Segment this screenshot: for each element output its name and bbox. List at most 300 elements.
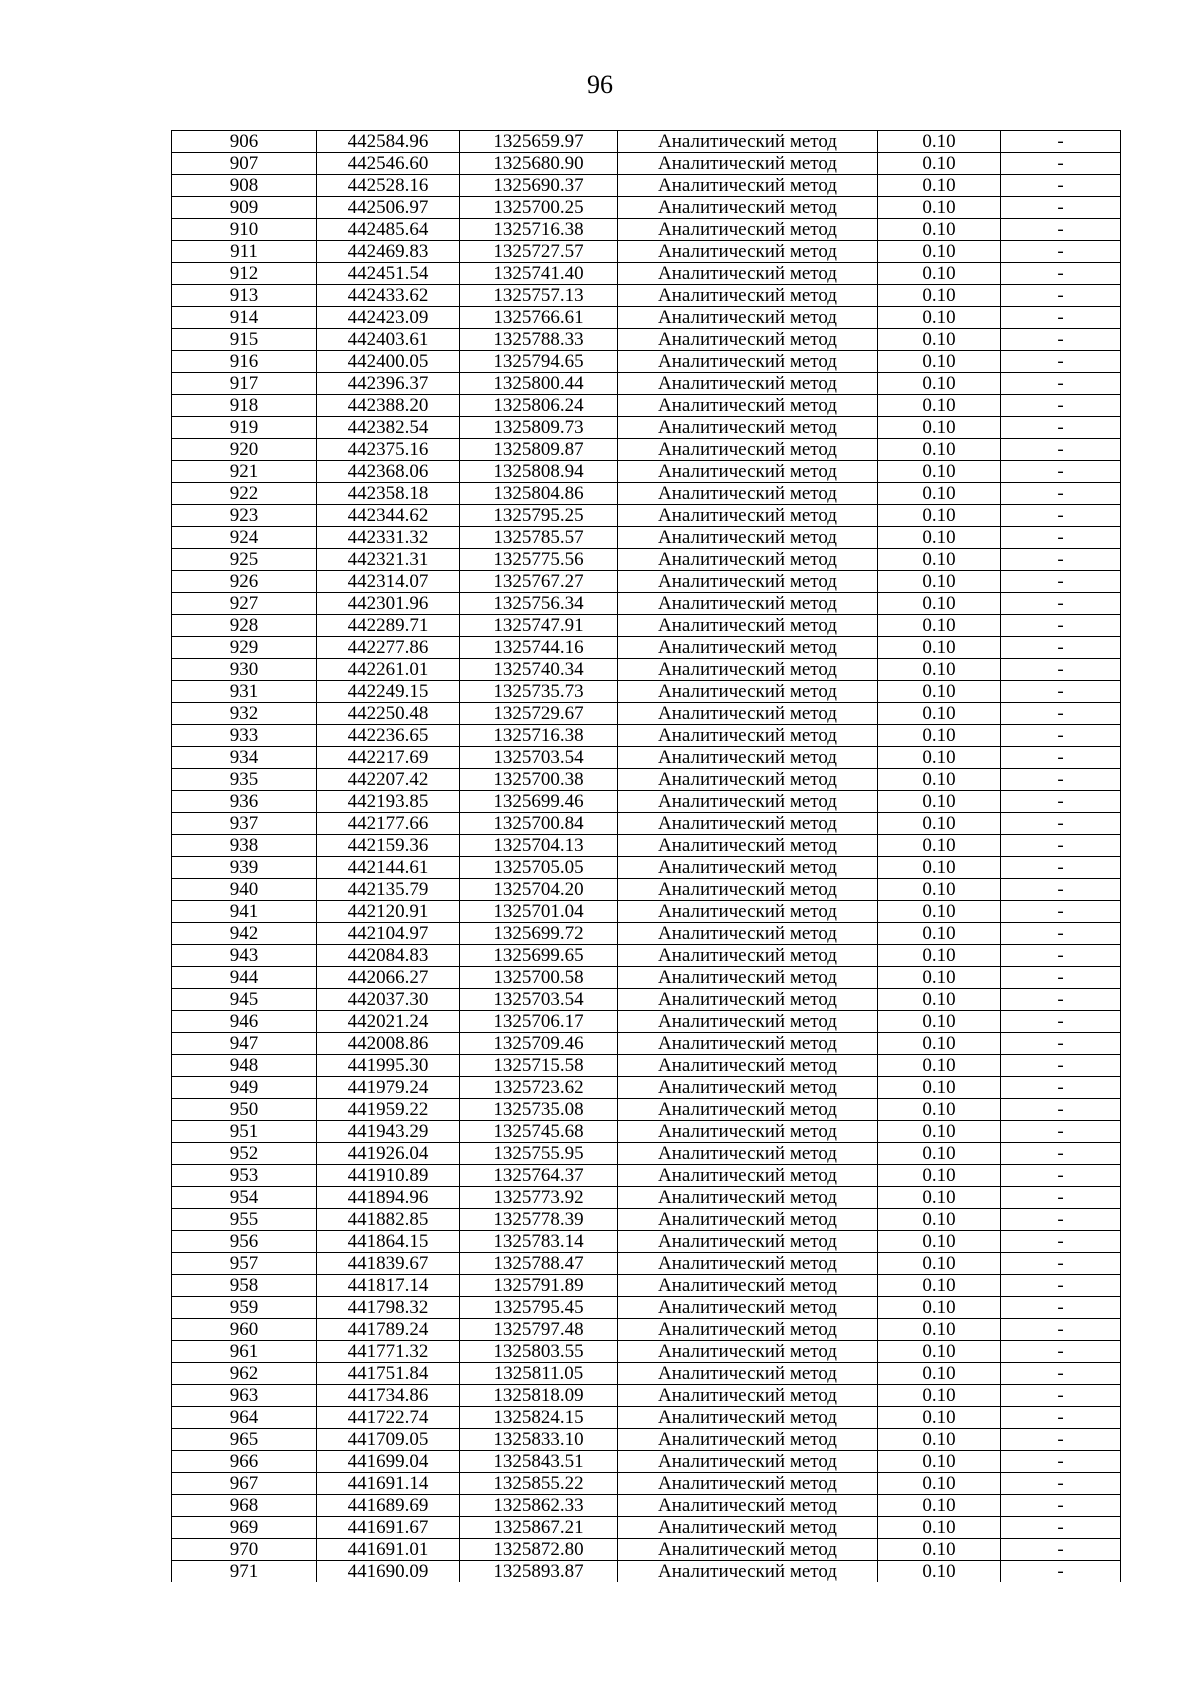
note-cell: - xyxy=(1001,307,1121,329)
accuracy-cell: 0.10 xyxy=(878,1209,1001,1231)
point-number-cell: 960 xyxy=(172,1319,317,1341)
method-cell: Аналитический метод xyxy=(618,1363,878,1385)
note-cell: - xyxy=(1001,1385,1121,1407)
accuracy-cell: 0.10 xyxy=(878,1341,1001,1363)
x-coordinate-cell: 441734.86 xyxy=(317,1385,460,1407)
x-coordinate-cell: 441910.89 xyxy=(317,1165,460,1187)
accuracy-cell: 0.10 xyxy=(878,461,1001,483)
point-number-cell: 949 xyxy=(172,1077,317,1099)
method-cell: Аналитический метод xyxy=(618,483,878,505)
note-cell: - xyxy=(1001,395,1121,417)
method-cell: Аналитический метод xyxy=(618,681,878,703)
table-row xyxy=(172,1011,1121,1033)
note-cell: - xyxy=(1001,219,1121,241)
note-cell: - xyxy=(1001,1187,1121,1209)
x-coordinate-cell: 442423.09 xyxy=(317,307,460,329)
x-coordinate-cell: 441689.69 xyxy=(317,1495,460,1517)
accuracy-cell: 0.10 xyxy=(878,791,1001,813)
method-cell: Аналитический метод xyxy=(618,1473,878,1495)
note-cell: - xyxy=(1001,615,1121,637)
point-number-cell: 950 xyxy=(172,1099,317,1121)
point-number-cell: 923 xyxy=(172,505,317,527)
table-row xyxy=(172,373,1121,395)
x-coordinate-cell: 442368.06 xyxy=(317,461,460,483)
x-coordinate-cell: 441751.84 xyxy=(317,1363,460,1385)
accuracy-cell: 0.10 xyxy=(878,1319,1001,1341)
y-coordinate-cell: 1325783.14 xyxy=(460,1231,618,1253)
point-number-cell: 909 xyxy=(172,197,317,219)
x-coordinate-cell: 442250.48 xyxy=(317,703,460,725)
x-coordinate-cell: 442358.18 xyxy=(317,483,460,505)
x-coordinate-cell: 442321.31 xyxy=(317,549,460,571)
y-coordinate-cell: 1325700.58 xyxy=(460,967,618,989)
note-cell: - xyxy=(1001,901,1121,923)
accuracy-cell: 0.10 xyxy=(878,1231,1001,1253)
accuracy-cell: 0.10 xyxy=(878,1253,1001,1275)
y-coordinate-cell: 1325775.56 xyxy=(460,549,618,571)
x-coordinate-cell: 442159.36 xyxy=(317,835,460,857)
method-cell: Аналитический метод xyxy=(618,769,878,791)
accuracy-cell: 0.10 xyxy=(878,769,1001,791)
y-coordinate-cell: 1325701.04 xyxy=(460,901,618,923)
x-coordinate-cell: 442584.96 xyxy=(317,131,460,153)
point-number-cell: 940 xyxy=(172,879,317,901)
note-cell: - xyxy=(1001,439,1121,461)
method-cell: Аналитический метод xyxy=(618,725,878,747)
note-cell: - xyxy=(1001,483,1121,505)
point-number-cell: 936 xyxy=(172,791,317,813)
x-coordinate-cell: 442249.15 xyxy=(317,681,460,703)
note-cell: - xyxy=(1001,703,1121,725)
method-cell: Аналитический метод xyxy=(618,285,878,307)
method-cell: Аналитический метод xyxy=(618,461,878,483)
table-row xyxy=(172,1407,1121,1429)
table-row xyxy=(172,659,1121,681)
point-number-cell: 946 xyxy=(172,1011,317,1033)
method-cell: Аналитический метод xyxy=(618,307,878,329)
page-number: 96 xyxy=(587,70,613,99)
point-number-cell: 941 xyxy=(172,901,317,923)
table-row xyxy=(172,329,1121,351)
x-coordinate-cell: 441894.96 xyxy=(317,1187,460,1209)
accuracy-cell: 0.10 xyxy=(878,285,1001,307)
accuracy-cell: 0.10 xyxy=(878,1561,1001,1583)
method-cell: Аналитический метод xyxy=(618,1517,878,1539)
method-cell: Аналитический метод xyxy=(618,241,878,263)
table-row xyxy=(172,1253,1121,1275)
point-number-cell: 917 xyxy=(172,373,317,395)
point-number-cell: 919 xyxy=(172,417,317,439)
accuracy-cell: 0.10 xyxy=(878,417,1001,439)
accuracy-cell: 0.10 xyxy=(878,1033,1001,1055)
point-number-cell: 959 xyxy=(172,1297,317,1319)
accuracy-cell: 0.10 xyxy=(878,1539,1001,1561)
accuracy-cell: 0.10 xyxy=(878,879,1001,901)
table-row xyxy=(172,857,1121,879)
x-coordinate-cell: 442433.62 xyxy=(317,285,460,307)
point-number-cell: 963 xyxy=(172,1385,317,1407)
point-number-cell: 967 xyxy=(172,1473,317,1495)
table-row xyxy=(172,769,1121,791)
y-coordinate-cell: 1325727.57 xyxy=(460,241,618,263)
note-cell: - xyxy=(1001,967,1121,989)
table-row xyxy=(172,1165,1121,1187)
method-cell: Аналитический метод xyxy=(618,857,878,879)
method-cell: Аналитический метод xyxy=(618,1561,878,1583)
note-cell: - xyxy=(1001,1165,1121,1187)
accuracy-cell: 0.10 xyxy=(878,527,1001,549)
y-coordinate-cell: 1325744.16 xyxy=(460,637,618,659)
point-number-cell: 968 xyxy=(172,1495,317,1517)
method-cell: Аналитический метод xyxy=(618,417,878,439)
table-row xyxy=(172,439,1121,461)
x-coordinate-cell: 441995.30 xyxy=(317,1055,460,1077)
y-coordinate-cell: 1325700.84 xyxy=(460,813,618,835)
method-cell: Аналитический метод xyxy=(618,835,878,857)
method-cell: Аналитический метод xyxy=(618,1187,878,1209)
method-cell: Аналитический метод xyxy=(618,549,878,571)
y-coordinate-cell: 1325773.92 xyxy=(460,1187,618,1209)
x-coordinate-cell: 442289.71 xyxy=(317,615,460,637)
note-cell: - xyxy=(1001,1121,1121,1143)
accuracy-cell: 0.10 xyxy=(878,241,1001,263)
note-cell: - xyxy=(1001,1539,1121,1561)
note-cell: - xyxy=(1001,945,1121,967)
table-row xyxy=(172,1033,1121,1055)
x-coordinate-cell: 442388.20 xyxy=(317,395,460,417)
y-coordinate-cell: 1325699.72 xyxy=(460,923,618,945)
point-number-cell: 955 xyxy=(172,1209,317,1231)
x-coordinate-cell: 442277.86 xyxy=(317,637,460,659)
note-cell: - xyxy=(1001,1363,1121,1385)
method-cell: Аналитический метод xyxy=(618,637,878,659)
point-number-cell: 921 xyxy=(172,461,317,483)
y-coordinate-cell: 1325806.24 xyxy=(460,395,618,417)
note-cell: - xyxy=(1001,1407,1121,1429)
x-coordinate-cell: 441979.24 xyxy=(317,1077,460,1099)
table-row xyxy=(172,945,1121,967)
note-cell: - xyxy=(1001,1473,1121,1495)
x-coordinate-cell: 442177.66 xyxy=(317,813,460,835)
point-number-cell: 962 xyxy=(172,1363,317,1385)
table-row xyxy=(172,527,1121,549)
accuracy-cell: 0.10 xyxy=(878,593,1001,615)
y-coordinate-cell: 1325716.38 xyxy=(460,725,618,747)
y-coordinate-cell: 1325699.46 xyxy=(460,791,618,813)
point-number-cell: 952 xyxy=(172,1143,317,1165)
accuracy-cell: 0.10 xyxy=(878,1429,1001,1451)
accuracy-cell: 0.10 xyxy=(878,483,1001,505)
table-row xyxy=(172,989,1121,1011)
x-coordinate-cell: 441926.04 xyxy=(317,1143,460,1165)
table-row xyxy=(172,1231,1121,1253)
x-coordinate-cell: 441691.01 xyxy=(317,1539,460,1561)
accuracy-cell: 0.10 xyxy=(878,1011,1001,1033)
note-cell: - xyxy=(1001,791,1121,813)
table-row xyxy=(172,615,1121,637)
method-cell: Аналитический метод xyxy=(618,593,878,615)
table-row xyxy=(172,1341,1121,1363)
table-row xyxy=(172,395,1121,417)
accuracy-cell: 0.10 xyxy=(878,1297,1001,1319)
y-coordinate-cell: 1325706.17 xyxy=(460,1011,618,1033)
point-number-cell: 930 xyxy=(172,659,317,681)
table-row xyxy=(172,131,1121,153)
note-cell: - xyxy=(1001,527,1121,549)
table-row xyxy=(172,1385,1121,1407)
y-coordinate-cell: 1325809.73 xyxy=(460,417,618,439)
note-cell: - xyxy=(1001,879,1121,901)
method-cell: Аналитический метод xyxy=(618,1451,878,1473)
y-coordinate-cell: 1325785.57 xyxy=(460,527,618,549)
point-number-cell: 961 xyxy=(172,1341,317,1363)
y-coordinate-cell: 1325795.45 xyxy=(460,1297,618,1319)
method-cell: Аналитический метод xyxy=(618,373,878,395)
accuracy-cell: 0.10 xyxy=(878,857,1001,879)
note-cell: - xyxy=(1001,351,1121,373)
point-number-cell: 937 xyxy=(172,813,317,835)
y-coordinate-cell: 1325872.80 xyxy=(460,1539,618,1561)
note-cell: - xyxy=(1001,923,1121,945)
y-coordinate-cell: 1325740.34 xyxy=(460,659,618,681)
method-cell: Аналитический метод xyxy=(618,329,878,351)
note-cell: - xyxy=(1001,1099,1121,1121)
point-number-cell: 942 xyxy=(172,923,317,945)
accuracy-cell: 0.10 xyxy=(878,725,1001,747)
accuracy-cell: 0.10 xyxy=(878,351,1001,373)
y-coordinate-cell: 1325735.73 xyxy=(460,681,618,703)
note-cell: - xyxy=(1001,1319,1121,1341)
note-cell: - xyxy=(1001,637,1121,659)
point-number-cell: 945 xyxy=(172,989,317,1011)
table-row xyxy=(172,703,1121,725)
method-cell: Аналитический метод xyxy=(618,527,878,549)
y-coordinate-cell: 1325709.46 xyxy=(460,1033,618,1055)
method-cell: Аналитический метод xyxy=(618,505,878,527)
note-cell: - xyxy=(1001,131,1121,153)
y-coordinate-cell: 1325803.55 xyxy=(460,1341,618,1363)
x-coordinate-cell: 442084.83 xyxy=(317,945,460,967)
table-row xyxy=(172,901,1121,923)
table-row xyxy=(172,1297,1121,1319)
y-coordinate-cell: 1325767.27 xyxy=(460,571,618,593)
note-cell: - xyxy=(1001,263,1121,285)
accuracy-cell: 0.10 xyxy=(878,439,1001,461)
method-cell: Аналитический метод xyxy=(618,1341,878,1363)
point-number-cell: 910 xyxy=(172,219,317,241)
method-cell: Аналитический метод xyxy=(618,439,878,461)
method-cell: Аналитический метод xyxy=(618,1077,878,1099)
accuracy-cell: 0.10 xyxy=(878,1451,1001,1473)
point-number-cell: 918 xyxy=(172,395,317,417)
note-cell: - xyxy=(1001,835,1121,857)
accuracy-cell: 0.10 xyxy=(878,1165,1001,1187)
method-cell: Аналитический метод xyxy=(618,1011,878,1033)
accuracy-cell: 0.10 xyxy=(878,747,1001,769)
point-number-cell: 966 xyxy=(172,1451,317,1473)
note-cell: - xyxy=(1001,153,1121,175)
point-number-cell: 908 xyxy=(172,175,317,197)
x-coordinate-cell: 442314.07 xyxy=(317,571,460,593)
x-coordinate-cell: 441789.24 xyxy=(317,1319,460,1341)
y-coordinate-cell: 1325797.48 xyxy=(460,1319,618,1341)
table-row xyxy=(172,175,1121,197)
point-number-cell: 935 xyxy=(172,769,317,791)
note-cell: - xyxy=(1001,989,1121,1011)
method-cell: Аналитический метод xyxy=(618,1253,878,1275)
method-cell: Аналитический метод xyxy=(618,1209,878,1231)
method-cell: Аналитический метод xyxy=(618,1033,878,1055)
method-cell: Аналитический метод xyxy=(618,945,878,967)
note-cell: - xyxy=(1001,571,1121,593)
table-row xyxy=(172,307,1121,329)
x-coordinate-cell: 442485.64 xyxy=(317,219,460,241)
note-cell: - xyxy=(1001,1055,1121,1077)
table-row xyxy=(172,483,1121,505)
x-coordinate-cell: 442144.61 xyxy=(317,857,460,879)
method-cell: Аналитический метод xyxy=(618,1297,878,1319)
accuracy-cell: 0.10 xyxy=(878,263,1001,285)
table-row xyxy=(172,1275,1121,1297)
note-cell: - xyxy=(1001,1451,1121,1473)
point-number-cell: 925 xyxy=(172,549,317,571)
y-coordinate-cell: 1325757.13 xyxy=(460,285,618,307)
accuracy-cell: 0.10 xyxy=(878,923,1001,945)
point-number-cell: 934 xyxy=(172,747,317,769)
x-coordinate-cell: 442301.96 xyxy=(317,593,460,615)
note-cell: - xyxy=(1001,549,1121,571)
x-coordinate-cell: 442396.37 xyxy=(317,373,460,395)
note-cell: - xyxy=(1001,857,1121,879)
method-cell: Аналитический метод xyxy=(618,1539,878,1561)
accuracy-cell: 0.10 xyxy=(878,813,1001,835)
note-cell: - xyxy=(1001,1143,1121,1165)
method-cell: Аналитический метод xyxy=(618,659,878,681)
table-row xyxy=(172,263,1121,285)
method-cell: Аналитический метод xyxy=(618,791,878,813)
note-cell: - xyxy=(1001,285,1121,307)
note-cell: - xyxy=(1001,593,1121,615)
table-row xyxy=(172,967,1121,989)
table-row xyxy=(172,923,1121,945)
table-row xyxy=(172,285,1121,307)
table-row xyxy=(172,549,1121,571)
point-number-cell: 922 xyxy=(172,483,317,505)
table-row xyxy=(172,1495,1121,1517)
accuracy-cell: 0.10 xyxy=(878,637,1001,659)
point-number-cell: 911 xyxy=(172,241,317,263)
table-row xyxy=(172,1539,1121,1561)
table-row xyxy=(172,1055,1121,1077)
method-cell: Аналитический метод xyxy=(618,615,878,637)
table-row xyxy=(172,153,1121,175)
accuracy-cell: 0.10 xyxy=(878,1055,1001,1077)
x-coordinate-cell: 441771.32 xyxy=(317,1341,460,1363)
x-coordinate-cell: 442528.16 xyxy=(317,175,460,197)
accuracy-cell: 0.10 xyxy=(878,901,1001,923)
point-number-cell: 956 xyxy=(172,1231,317,1253)
table-row xyxy=(172,835,1121,857)
x-coordinate-cell: 442546.60 xyxy=(317,153,460,175)
point-number-cell: 927 xyxy=(172,593,317,615)
accuracy-cell: 0.10 xyxy=(878,1143,1001,1165)
point-number-cell: 947 xyxy=(172,1033,317,1055)
note-cell: - xyxy=(1001,1341,1121,1363)
method-cell: Аналитический метод xyxy=(618,879,878,901)
accuracy-cell: 0.10 xyxy=(878,615,1001,637)
method-cell: Аналитический метод xyxy=(618,813,878,835)
accuracy-cell: 0.10 xyxy=(878,153,1001,175)
point-number-cell: 912 xyxy=(172,263,317,285)
method-cell: Аналитический метод xyxy=(618,1121,878,1143)
y-coordinate-cell: 1325745.68 xyxy=(460,1121,618,1143)
note-cell: - xyxy=(1001,1209,1121,1231)
x-coordinate-cell: 441882.85 xyxy=(317,1209,460,1231)
point-number-cell: 938 xyxy=(172,835,317,857)
note-cell: - xyxy=(1001,681,1121,703)
note-cell: - xyxy=(1001,1253,1121,1275)
y-coordinate-cell: 1325756.34 xyxy=(460,593,618,615)
x-coordinate-cell: 441709.05 xyxy=(317,1429,460,1451)
accuracy-cell: 0.10 xyxy=(878,373,1001,395)
table-row xyxy=(172,791,1121,813)
point-number-cell: 928 xyxy=(172,615,317,637)
point-number-cell: 931 xyxy=(172,681,317,703)
method-cell: Аналитический метод xyxy=(618,1385,878,1407)
y-coordinate-cell: 1325804.86 xyxy=(460,483,618,505)
y-coordinate-cell: 1325766.61 xyxy=(460,307,618,329)
note-cell: - xyxy=(1001,197,1121,219)
method-cell: Аналитический метод xyxy=(618,351,878,373)
table-row xyxy=(172,1451,1121,1473)
x-coordinate-cell: 442104.97 xyxy=(317,923,460,945)
y-coordinate-cell: 1325893.87 xyxy=(460,1561,618,1583)
note-cell: - xyxy=(1001,329,1121,351)
note-cell: - xyxy=(1001,373,1121,395)
point-number-cell: 907 xyxy=(172,153,317,175)
y-coordinate-cell: 1325794.65 xyxy=(460,351,618,373)
x-coordinate-cell: 442506.97 xyxy=(317,197,460,219)
y-coordinate-cell: 1325735.08 xyxy=(460,1099,618,1121)
point-number-cell: 948 xyxy=(172,1055,317,1077)
y-coordinate-cell: 1325700.25 xyxy=(460,197,618,219)
x-coordinate-cell: 441691.14 xyxy=(317,1473,460,1495)
y-coordinate-cell: 1325723.62 xyxy=(460,1077,618,1099)
x-coordinate-cell: 441722.74 xyxy=(317,1407,460,1429)
x-coordinate-cell: 442193.85 xyxy=(317,791,460,813)
point-number-cell: 969 xyxy=(172,1517,317,1539)
table-row xyxy=(172,813,1121,835)
note-cell: - xyxy=(1001,1561,1121,1583)
note-cell: - xyxy=(1001,1517,1121,1539)
table-row xyxy=(172,1209,1121,1231)
method-cell: Аналитический метод xyxy=(618,989,878,1011)
point-number-cell: 944 xyxy=(172,967,317,989)
y-coordinate-cell: 1325690.37 xyxy=(460,175,618,197)
note-cell: - xyxy=(1001,1011,1121,1033)
point-number-cell: 929 xyxy=(172,637,317,659)
y-coordinate-cell: 1325729.67 xyxy=(460,703,618,725)
note-cell: - xyxy=(1001,1275,1121,1297)
table-row xyxy=(172,1143,1121,1165)
accuracy-cell: 0.10 xyxy=(878,703,1001,725)
accuracy-cell: 0.10 xyxy=(878,395,1001,417)
table-row xyxy=(172,1077,1121,1099)
accuracy-cell: 0.10 xyxy=(878,571,1001,593)
y-coordinate-cell: 1325788.33 xyxy=(460,329,618,351)
point-number-cell: 920 xyxy=(172,439,317,461)
note-cell: - xyxy=(1001,747,1121,769)
